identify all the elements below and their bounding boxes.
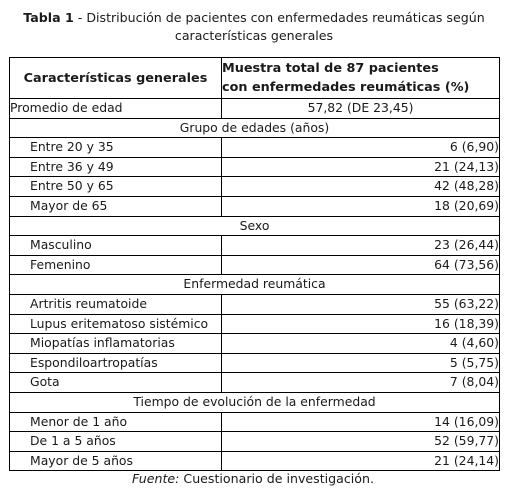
- row-label: Entre 20 y 35: [10, 138, 222, 158]
- row-value: 21 (24,14): [222, 451, 500, 471]
- row-value: 5 (5,75): [222, 353, 500, 373]
- row-label: Entre 36 y 49: [10, 157, 222, 177]
- row-value: 21 (24,13): [222, 157, 500, 177]
- table-row: [10, 334, 500, 354]
- section-title: Grupo de edades (años): [10, 118, 500, 138]
- table-row: [10, 236, 500, 256]
- row-label: Mayor de 5 años: [10, 451, 222, 471]
- row-label: Mayor de 65: [10, 196, 222, 216]
- section-title: Sexo: [10, 216, 500, 236]
- table-row: [10, 177, 500, 197]
- average-age-row: [10, 99, 500, 119]
- row-label: Menor de 1 año: [10, 412, 222, 432]
- section-title: Enfermedad reumática: [10, 275, 500, 295]
- header-total-sample: [222, 58, 500, 99]
- table-row: [10, 157, 500, 177]
- row-value: 7 (8,04): [222, 373, 500, 393]
- table-row: [10, 294, 500, 314]
- header-characteristics: Características generales: [10, 58, 222, 99]
- table-row: [10, 196, 500, 216]
- caption-separator: -: [73, 10, 87, 25]
- source-label: Fuente:: [132, 471, 180, 486]
- patients-table: [9, 57, 500, 471]
- row-value: 4 (4,60): [222, 334, 500, 354]
- caption-text: Distribución de pacientes con enfermedades reumáticas según características generales: [86, 10, 485, 43]
- table-body: [10, 99, 500, 471]
- header-total-line1: Muestra total de 87 pacientes: [222, 61, 439, 76]
- section-row: [10, 118, 500, 138]
- table-row: [10, 432, 500, 452]
- row-label: De 1 a 5 años: [10, 432, 222, 452]
- section-title: Tiempo de evolución de la enfermedad: [10, 392, 500, 412]
- row-label: Espondiloartropatías: [10, 353, 222, 373]
- table-caption: [10, 9, 498, 45]
- row-label: Gota: [10, 373, 222, 393]
- row-value: 6 (6,90): [222, 138, 500, 158]
- row-value: 64 (73,56): [222, 255, 500, 275]
- table-row: [10, 314, 500, 334]
- table-source: [0, 471, 506, 486]
- average-age-value: 57,82 (DE 23,45): [222, 99, 500, 119]
- row-label: Masculino: [10, 236, 222, 256]
- table-number: Tabla 1: [23, 10, 74, 25]
- average-age-label: Promedio de edad: [10, 99, 222, 119]
- row-value: 16 (18,39): [222, 314, 500, 334]
- section-row: [10, 275, 500, 295]
- row-label: Entre 50 y 65: [10, 177, 222, 197]
- row-label: Miopatías inflamatorias: [10, 334, 222, 354]
- section-row: [10, 392, 500, 412]
- row-value: 55 (63,22): [222, 294, 500, 314]
- table-row: [10, 373, 500, 393]
- table-row: [10, 451, 500, 471]
- header-total-line2: con enfermedades reumáticas (%): [222, 80, 470, 95]
- table-row: [10, 255, 500, 275]
- row-label: Femenino: [10, 255, 222, 275]
- table-row: [10, 138, 500, 158]
- table-row: [10, 353, 500, 373]
- source-text: Cuestionario de investigación.: [183, 471, 374, 486]
- row-value: 52 (59,77): [222, 432, 500, 452]
- row-label: Artritis reumatoide: [10, 294, 222, 314]
- row-label: Lupus eritematoso sistémico: [10, 314, 222, 334]
- row-value: 42 (48,28): [222, 177, 500, 197]
- row-value: 18 (20,69): [222, 196, 500, 216]
- row-value: 14 (16,09): [222, 412, 500, 432]
- table-row: [10, 412, 500, 432]
- row-value: 23 (26,44): [222, 236, 500, 256]
- header-row: [10, 58, 500, 99]
- section-row: [10, 216, 500, 236]
